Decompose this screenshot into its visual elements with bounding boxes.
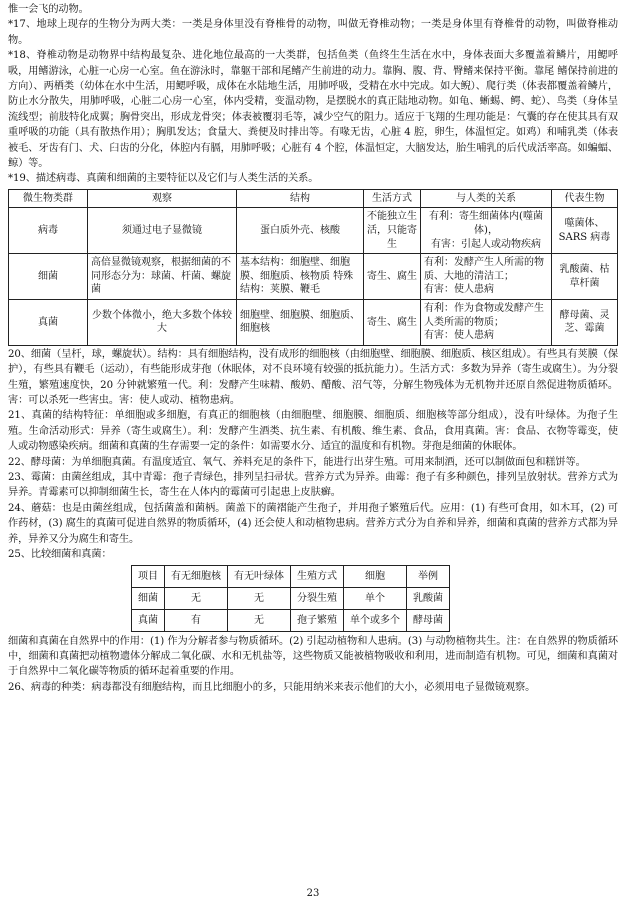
table-header: 生殖方式: [291, 565, 344, 587]
relation-harm: 有害：使人患病: [424, 330, 494, 342]
table-cell: 高倍显微镜观察，根据细菌的不同形态分为：球菌、杆菌、螺旋菌: [88, 254, 237, 300]
table-cell: 有: [165, 609, 228, 631]
table-cell: 基本结构：细胞壁、细胞膜、细胞质、核物质 特殊结构：荚膜、鞭毛: [237, 254, 364, 300]
table-cell: 酵母菌、灵芝、霉菌: [552, 300, 618, 346]
table-cell: [421, 300, 552, 346]
table-cell: [421, 208, 552, 254]
table-cell: 不能独立生活，只能寄生: [364, 208, 421, 254]
relation-benefit: 有利：发酵产生人所需的物质、大地的清洁工；: [424, 257, 544, 282]
table-cell: 寄生、腐生: [364, 300, 421, 346]
paragraph-22: 22、酵母菌：为单细胞真菌。有温度适宜、氧气、养料充足的条件下，能进行出芽生殖。可用来制酒，还可以制做面包和糕饼等。: [8, 456, 586, 468]
table-cell: 真菌: [132, 609, 165, 631]
paragraph-23: 23、霉菌：由菌丝组成，其中青霉：孢子青绿色，排列呈扫帚状。营养方式为异养。曲霉：孢子有多种颜色，排列呈放射状。营养方式为异养。青霉素可以抑制细菌生长，寄生在人体内的霉菌可引起患上皮肤癣。: [8, 472, 618, 499]
table-cell: 细菌: [9, 254, 88, 300]
paragraph-19: *19、描述病毒、真菌和细菌的主要特征以及它们与人类生活的关系。: [8, 173, 319, 185]
table-row: [9, 208, 618, 254]
paragraph-26: 26、病毒的种类：病毒都没有细胞结构，而且比细胞小的多，只能用纳米来表示他们的大小，必须用电子显微镜观察。: [8, 681, 536, 693]
bacteria-fungi-table: [131, 565, 450, 632]
table-cell: 单个或多个: [344, 609, 407, 631]
table-cell: 无: [165, 587, 228, 609]
table-header: 有无细胞核: [165, 565, 228, 587]
table-cell: 单个: [344, 587, 407, 609]
table-row: [132, 587, 450, 609]
table-header: 观察: [88, 189, 237, 208]
relation-benefit: 有利：寄生细菌体内(噬菌体)，: [429, 211, 543, 237]
paragraph-24: 24、蘑菇：也是由菌丝组成，包括菌盖和菌柄。菌盖下的菌褶能产生孢子，并用孢子繁殖后代。应用：(1) 有些可食用，如木耳，(2) 可作药材，(3) 腐生的真菌可促进自然界的物质循环，(4) 还会使人和动植物患病。营养方式分为自养和异养，细菌和真菌的营养方式都为异养，异养又分为腐生和寄生。: [8, 502, 618, 545]
paragraph-p0: 惟一会飞的动物。: [8, 4, 89, 15]
table-header: 细胞: [344, 565, 407, 587]
relation-benefit: 有利：作为食物或发酵产生人类所需的物质；: [424, 303, 544, 328]
relation-harm: 有害：引起人或动物疾病: [431, 238, 541, 250]
table-header: 有无叶绿体: [228, 565, 291, 587]
table-cell: 须通过电子显微镜: [88, 208, 237, 254]
paragraph-18: *18、脊椎动物是动物界中结构最复杂、进化地位最高的一大类群，包括鱼类（鱼终生生活在水中，身体表面大多覆盖着鳞片，用鳃呼吸，用鳍游泳，心脏一心房一心室。鱼在游泳时，靠躯干部和尾鳍产生前进的动力。靠胸、腹、背、臀鳍来保持平衡。靠尾 鳍保持前进的方向）、两栖类（幼体在水中生活，用鳃呼吸，成体在水陆地生活，用肺呼吸，受精在水中完成。如大鲵）、爬行类（体表都覆盖着鳞片，防止水分散失，用肺呼吸，心脏二心房一心室，体内受精，变温动物，是摆脱水的真正陆地动物。如龟、蜥蜴、鳄、蛇）、鸟类（身体呈流线型；前肢特化成翼；胸骨突出，形成龙骨突；体表被覆羽毛等，减少空气的阻力。适应于飞翔的生理功能是：气囊的存在使其具有双重呼吸的功能（具有散热作用）；胸肌发达；食量大、粪便及时排出等。有喙无齿，心脏 4 腔，卵生，体温恒定。如鸡）和哺乳类（体表被毛、牙齿有门、犬、臼齿的分化，体腔内有膈，用肺呼吸；心脏有 4 个腔，体温恒定，大脑发达，胎生哺乳的后代成活率高。如蝙蝠、鲸）等。: [8, 50, 618, 170]
table-cell: 寄生、腐生: [364, 254, 421, 300]
table-cell: 乳酸菌: [407, 587, 450, 609]
table-cell: 蛋白质外壳、核酸: [237, 208, 364, 254]
table-cell: 无: [228, 609, 291, 631]
paragraph-25-roles: 细菌和真菌在自然界中的作用：(1) 作为分解者参与物质循环。(2) 引起动植物和人患病。(3) 与动物植物共生。注：在自然界的物质循环中，细菌和真菌把动植物遗体分解成二氧化碳、水和无机盐等，这些物质又能被植物吸收和利用，进而制造有机物。可见，细菌和真菌对于自然界中二氧化碳等物质的循环起着重要的作用。: [8, 635, 618, 678]
table-cell: 细胞壁、细胞膜、细胞质、细胞核: [237, 300, 364, 346]
table-header: 结构: [237, 189, 364, 208]
table-cell: 少数个体微小，绝大多数个体较大: [88, 300, 237, 346]
table-header: 微生物类群: [9, 189, 88, 208]
table-header-row: [9, 189, 618, 208]
paragraph-25: 25、比较细菌和真菌：: [8, 549, 112, 561]
microbe-comparison-table: [8, 189, 618, 346]
table-cell: 分裂生殖: [291, 587, 344, 609]
table-cell: [421, 254, 552, 300]
table-header: 生活方式: [364, 189, 421, 208]
table-header: 项目: [132, 565, 165, 587]
document-page: [8, 2, 618, 695]
table-cell: 细菌: [132, 587, 165, 609]
table-header: 代表生物: [552, 189, 618, 208]
table-row: [132, 609, 450, 631]
relation-harm: 有害：使人患病: [424, 284, 494, 296]
table-row: [9, 254, 618, 300]
table-header: 与人类的关系: [421, 189, 552, 208]
paragraph-21: 21、真菌的结构特征：单细胞或多细胞，有真正的细胞核（由细胞壁、细胞膜、细胞质、细胞核等部分组成），没有叶绿体。为孢子生殖。生命活动形式：异养（寄生或腐生）。利：发酵产生酒类、抗生素、有机酸、维生素、食品，食用真菌。害：食品、衣物等霉变，使人或动物感染疾病。细菌和真菌的生存需要一定的条件：如需要水分、适宜的温度和有机物。芽孢是细菌的休眠体。: [8, 410, 618, 453]
table-cell: 病毒: [9, 208, 88, 254]
table-cell: 孢子繁殖: [291, 609, 344, 631]
paragraph-20: 20、细菌（呈杆，球，螺旋状）。结构：具有细胞结构，没有成形的细胞核（由细胞壁、细胞膜、细胞质、核区组成）。有些具有荚膜（保护），有些具有鞭毛（运动），有些能形成芽孢（休眠体，对不良环境有较强的抵抗能力）。生活方式：多数为异养（寄生或腐生）。为分裂生殖，繁殖速度快，20 分钟就繁殖一代。利：发酵产生味精、酸奶、醋酸、沼气等，分解生物残体为无机物并还原自然促进物质循环。害：可以杀死一些害虫。害：使人或动、植物患病。: [8, 348, 618, 407]
table-header: 举例: [407, 565, 450, 587]
table-cell: 真菌: [9, 300, 88, 346]
table-cell: 酵母菌: [407, 609, 450, 631]
table-cell: 无: [228, 587, 291, 609]
table-header-row: [132, 565, 450, 587]
page-number: 23: [306, 888, 320, 899]
table-cell: 噬菌体、SARS 病毒: [552, 208, 618, 254]
table-row: [9, 300, 618, 346]
table-cell: 乳酸菌、枯草杆菌: [552, 254, 618, 300]
paragraph-17: *17、地球上现存的生物分为两大类：一类是身体里没有脊椎骨的动物，叫做无脊椎动物；一类是身体里有脊椎骨的动物，叫做脊椎动物。: [8, 19, 618, 46]
